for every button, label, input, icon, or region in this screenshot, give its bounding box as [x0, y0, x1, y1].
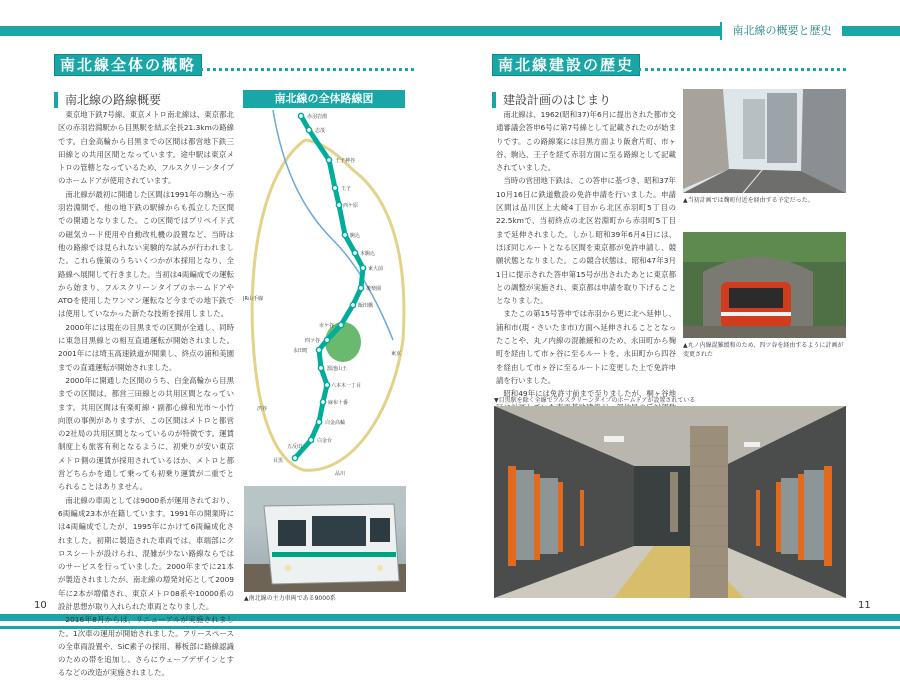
- station-marker: [338, 322, 343, 327]
- train-photo-caption: ▲南北線の主力車両である9000系: [244, 595, 336, 602]
- route-map: [243, 110, 413, 480]
- left-paragraph: 南北線が最初に開通した区間は1991年の駒込〜赤羽岩淵間で、他の地下鉄の駅線からも孤立した区間での開通となりました。この区間ではプリペイド式の磁気カード使用や自動改札機の設置など、当時は他の路線では見られない実験的な試みが行われました。これら施策のうちいくつかが本採用となり、全路線へ展開して行きました。当初は4両編成での運転から始まり、フルスクリーンタイプのホームドアやATOを使用したワンマン運転など今までの地下鉄では使用していなかった新たな技術を採用しました。: [58, 189, 234, 319]
- station-label: 本駒込: [360, 251, 376, 257]
- station-marker: [342, 232, 347, 237]
- right-paragraph: 南北線は、1962(昭和37)年6月に提出された都市交通審議会答申6号に第7号線として記載されたのが始まりです。この路線案には目黒方面より飯倉片町、市ヶ谷、駒込、王子を経て赤羽方面に至る路線として記載されていました。: [496, 110, 676, 173]
- station-label: 目黒: [273, 458, 284, 464]
- station-marker: [316, 419, 321, 424]
- station-label: 飯田橋: [358, 303, 374, 309]
- train-9000-photo: [244, 486, 406, 592]
- station-label: 四ツ谷: [305, 338, 321, 344]
- tokyo-label: 東京: [391, 351, 402, 357]
- namboku-line: [295, 116, 363, 458]
- station-marker: [292, 455, 297, 460]
- left-page-number: 10: [34, 600, 47, 611]
- right-paragraph: またこの第15号答申では赤羽から更に北へ延伸し、浦和市(現・さいたま市)方面へ延伸されることとなったことや、丸ノ内線の混雑緩和のため、永田町から麹町を経由して市ヶ谷に至るルートを、永田町から四谷を経由して市ヶ谷に至るルートに変更した上で免許申請を行いました。: [496, 309, 676, 385]
- street-photo-caption: ▲当初計画では麹町付近を経由する予定だった。: [683, 197, 814, 204]
- station-marker: [336, 202, 341, 207]
- station-label: 駒込: [350, 233, 361, 239]
- station-label: 麻布十番: [328, 400, 349, 406]
- gotanda-label: 五反田: [287, 444, 303, 450]
- shinagawa-label: 品川: [335, 471, 346, 477]
- left-title-dots: [200, 68, 414, 71]
- station-marker: [308, 437, 313, 442]
- station-label: 永田町: [293, 348, 309, 354]
- station-label: 白金高輪: [325, 420, 346, 426]
- station-label: 溜池山王: [327, 366, 348, 372]
- shibuya-label: 渋谷: [257, 406, 268, 412]
- station-marker: [298, 113, 303, 118]
- station-label: 市ケ谷: [319, 323, 335, 329]
- right-page-number: 11: [858, 600, 871, 611]
- station-label: 西ケ原: [343, 203, 359, 209]
- station-marker: [306, 127, 311, 132]
- station-marker: [332, 185, 337, 190]
- right-section-title: 南北線建設の歴史: [492, 54, 640, 76]
- left-paragraph: 2000年には現在の目黒までの区間が全通し、同時に東急目黒線との相互直通運転が開始されました。2001年には埼玉高速鉄道が開業し、終点の浦和美園までの直通運転が開始されました。: [58, 322, 234, 372]
- right-title-dots: [638, 68, 846, 71]
- right-paragraph: 昭和49年には免許寸前まで至りましたが、桐ヶ谷地: [503, 389, 676, 399]
- other-line: [273, 110, 393, 340]
- left-paragraph: 2016年8月からは、リニューアルが実施されました。1次車の運用が開始されました。フリースペースの全車両設置や、SiC素子の採用、幕板部に路線認識のための帯を追加し、さらにウェーブデザインとするなどの改造が実施されました。: [58, 615, 234, 678]
- left-paragraph: 南北線の車両としては9000系が運用されており、6両編成23本が在籍しています。1991年の開業時には4両編成でしたが、1995年にかけて6両編成化されました。初期に製造された車両では、車端部にクロスシートが設けられ、混雑が少ない路線ならではのサービスを行っていました。2000年までに21本が製造されましたが、南北線の増発対応として2009年に2本が増備され、東京メトロ08系や10000系の設計思想が取り入れられた車両となりました。: [58, 495, 234, 611]
- station-marker: [324, 382, 329, 387]
- right-subsection-title: 建設計画のはじまり: [492, 92, 611, 108]
- left-paragraph: 2000年に開通した区間のうち、白金高輪から目黒までの区間は、都営三田線との共用区間となっています。共用区間は有楽町線・副都心線和光市〜小竹向原の事例がありますが、この区間はメトロと都営の2社局の共用区間となっているのが特徴です。運賃制度上も旅客有利となるように、初乗りが安い東京メトロ側の運賃が採用されているほか、メトロと都営どちらかを通して乗っても初乗り運賃が二重でとられることはありません。: [58, 375, 234, 492]
- station-marker: [326, 157, 331, 162]
- station-label: 東大前: [368, 266, 384, 272]
- right-paragraph: 当時の営団地下鉄は、この答申に基づき、昭和37年10月16日に鉄道敷設の免許申請を行いました。申請区間は品川区上大崎4丁目から北区赤羽町5丁目の22.5kmで、当初終点の北区岩淵町から赤羽町5丁目まで延伸されました。しかし昭和39年6月4日には、ほぼ同じルートとなる区間を東京都が免許申請し、競願状態となりました。この競合状態は、昭和47年3月1日に提示された答申第15号が出されたあとに東京都との調整が実施され、東京都は申請を取り下げることとなりました。: [496, 176, 676, 306]
- station-marker: [320, 399, 325, 404]
- station-label: 白金台: [317, 438, 333, 444]
- station-label: 王子: [341, 186, 352, 192]
- left-paragraph: 東京地下鉄7号線、東京メトロ南北線は、東京都北区の赤羽岩淵駅から目黒駅を結ぶ全長21.3kmの路線です。白金高輪から目黒までの区間は都営地下鉄三田線との共用区間となっています。途中駅は東京メトロの管轄となっているため、フルスクリーンタイプのホームドアが使用されています。: [58, 110, 234, 186]
- station-label: 六本木一丁目: [331, 383, 362, 389]
- marunouchi-photo-caption: ▲丸ノ内線混雑緩和のため、四ツ谷を経由するように計画が変更された: [683, 342, 844, 358]
- left-subsection-title: 南北線の路線概要: [54, 92, 161, 108]
- station-marker: [324, 337, 329, 342]
- station-label: 後楽園: [366, 286, 382, 292]
- marunouchi-photo: [683, 232, 846, 338]
- station-marker: [358, 285, 363, 290]
- station-label: 赤羽岩淵: [307, 114, 328, 120]
- platform-photo: [494, 406, 846, 598]
- yamanote-label: JR山手線: [243, 296, 263, 302]
- map-title: 南北線の全体路線図: [243, 90, 405, 108]
- left-section-title: 南北線全体の概略: [54, 54, 202, 76]
- station-marker: [318, 365, 323, 370]
- station-photo-caption: ▼目黒駅を除く全線でフルスクリーンタイプのホームドアが設置されている: [494, 397, 696, 404]
- station-marker: [352, 250, 357, 255]
- station-label: 王子神谷: [335, 158, 356, 164]
- station-marker: [350, 302, 355, 307]
- street-photo: [683, 89, 846, 193]
- right-body-text: [496, 108, 676, 440]
- station-label: 志茂: [315, 128, 326, 134]
- station-marker: [316, 347, 321, 352]
- header-section-tag: 南北線の概要と歴史: [720, 22, 842, 40]
- left-body-text: [58, 108, 234, 680]
- station-marker: [360, 265, 365, 270]
